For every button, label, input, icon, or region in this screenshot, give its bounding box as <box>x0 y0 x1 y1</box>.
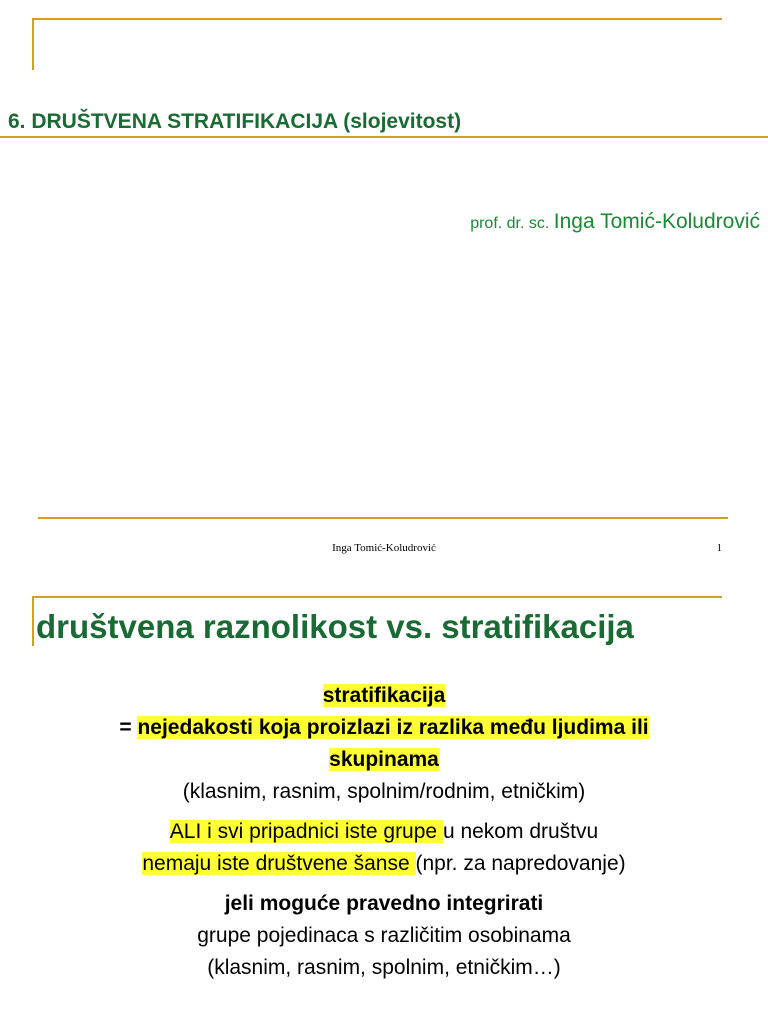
ali-rest: u nekom društvu <box>442 820 599 843</box>
slide-2-title: društvena raznolikost vs. stratifikacija <box>36 608 634 645</box>
types-list-2: (klasnim, rasnim, spolnim, etničkim…) <box>207 956 561 979</box>
term-stratifikacija: stratifikacija <box>322 684 446 707</box>
footer-author: Inga Tomić-Koludrović <box>332 542 436 554</box>
ali-highlight: ALI i svi pripadnici iste grupe <box>169 820 443 843</box>
frame-vertical-line-2 <box>32 596 34 646</box>
frame-top-line-2 <box>32 596 722 598</box>
author-name: Inga Tomić-Koludrović <box>553 210 760 233</box>
question-line: jeli moguće pravedno integrirati <box>224 892 544 915</box>
frame-top-line <box>32 18 722 20</box>
types-list-1: (klasnim, rasnim, spolnim/rodnim, etničkim) <box>182 780 586 803</box>
title-underline <box>0 136 768 138</box>
slide-2 <box>0 580 768 1024</box>
definition-part-1: nejedakosti koja proizlazi iz razlika među ljudima ili <box>137 716 649 739</box>
frame-vertical-line <box>32 18 34 70</box>
author-line <box>470 210 760 234</box>
slide-2-body <box>0 680 768 984</box>
author-prefix: prof. dr. sc. <box>470 215 550 232</box>
chances-highlight: nemaju iste društvene šanse <box>142 852 416 875</box>
slide-title: 6. DRUŠTVENA STRATIFIKACIJA (slojevitost) <box>8 110 462 133</box>
footer-line <box>38 517 728 519</box>
chances-rest: (npr. za napredovanje) <box>415 852 626 875</box>
equals-sign: = <box>119 716 138 739</box>
groups-line: grupe pojedinaca s različitim osobinama <box>197 924 571 947</box>
page-number: 1 <box>716 542 722 554</box>
definition-part-2: skupinama <box>329 748 439 771</box>
